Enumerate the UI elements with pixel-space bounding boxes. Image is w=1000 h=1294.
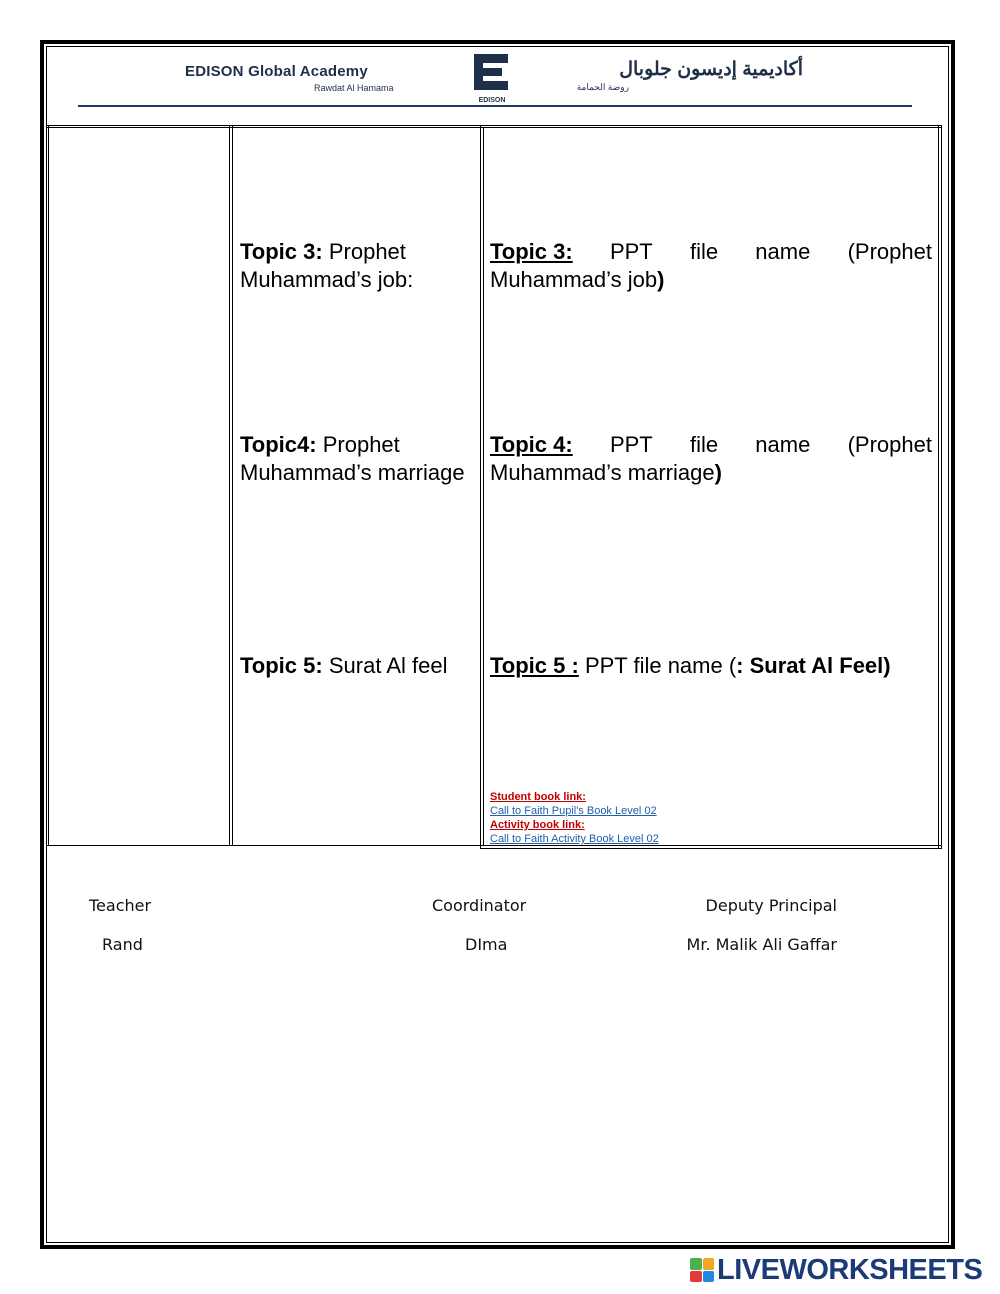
page-inner-border: [46, 46, 949, 1243]
topic-5-title: Surat Al feel: [328, 653, 448, 678]
topic-4-title: Prophet Muhammad’s marriage: [240, 432, 465, 485]
deputy-name: Mr. Malik Ali Gaffar: [686, 935, 837, 954]
resource-word: (Prophet: [847, 432, 932, 457]
resource-word: (Prophet: [847, 239, 932, 264]
branch-name-ar: روضة الحمامة: [576, 82, 629, 92]
topic-3-resource-label: Topic 3:: [490, 239, 573, 264]
deputy-title: Deputy Principal: [705, 896, 837, 915]
topic-4-resource: [490, 431, 932, 487]
teacher-name: Rand: [102, 935, 143, 954]
resource-word: PPT: [609, 239, 653, 264]
topic-5-resource: [490, 652, 932, 680]
resource-word: name: [755, 432, 811, 457]
table-top-border: [46, 125, 941, 126]
header-divider: [78, 105, 912, 107]
col-divider-1b: [232, 125, 233, 846]
topic-3-resource-file: Muhammad’s job: [490, 267, 658, 292]
closing-paren: ): [714, 460, 722, 485]
edison-logo-icon: [468, 52, 516, 104]
topic-5-cell: [240, 652, 475, 680]
teacher-title: Teacher: [89, 896, 152, 915]
table-top-border-inner: [46, 127, 941, 128]
topic-4-resource-label: Topic 4:: [490, 432, 573, 457]
col-divider-2: [480, 125, 481, 848]
book-links: [490, 790, 659, 846]
topic-5-resource-label: Topic 5 :: [490, 653, 579, 678]
school-name-en: EDISON Global Academy: [185, 63, 368, 80]
topic-5-label: Topic 5:: [240, 653, 323, 678]
table-right-border: [941, 125, 942, 848]
table-left-border: [48, 125, 49, 846]
activity-book-link[interactable]: Call to Faith Activity Book Level 02: [490, 833, 659, 845]
coordinator-name: DIma: [465, 935, 508, 954]
student-book-label: Student book link:: [490, 791, 586, 803]
col-divider-1: [229, 125, 230, 846]
topic-3-resource: [490, 238, 932, 294]
topic-3-cell: [240, 238, 475, 294]
resource-word: name: [755, 239, 811, 264]
topic-3-title: Prophet Muhammad’s job:: [240, 239, 414, 292]
topic-4-label: Topic4:: [240, 432, 317, 457]
activity-book-label: Activity book link:: [490, 819, 585, 831]
closing-paren: ): [657, 267, 665, 292]
col-divider-2b: [483, 128, 484, 845]
table-right-border-inner: [938, 125, 939, 848]
resource-word: PPT: [609, 432, 653, 457]
liveworksheets-watermark: [690, 1253, 982, 1287]
topic-4-resource-file: Muhammad’s marriage: [490, 460, 715, 485]
topic-4-cell: [240, 431, 475, 487]
resource-word: file: [689, 432, 719, 457]
school-name-ar: أكاديمية إديسون جلوبال: [619, 59, 803, 80]
topic-5-resource-file: : Surat Al Feel): [736, 653, 891, 678]
watermark-text: LIVEWORKSHEETS: [717, 1253, 983, 1286]
resource-cell-bottom: [480, 848, 942, 849]
liveworksheets-logo-icon: [690, 1258, 714, 1282]
resource-word: file: [689, 239, 719, 264]
student-book-link[interactable]: Call to Faith Pupil's Book Level 02: [490, 805, 657, 817]
logo-wordmark: EDISON: [478, 97, 506, 104]
branch-name-en: Rawdat Al Hamama: [314, 83, 394, 93]
topic-5-resource-text: PPT file name (: [584, 653, 737, 678]
topic-3-label: Topic 3:: [240, 239, 323, 264]
coordinator-title: Coordinator: [432, 896, 527, 915]
